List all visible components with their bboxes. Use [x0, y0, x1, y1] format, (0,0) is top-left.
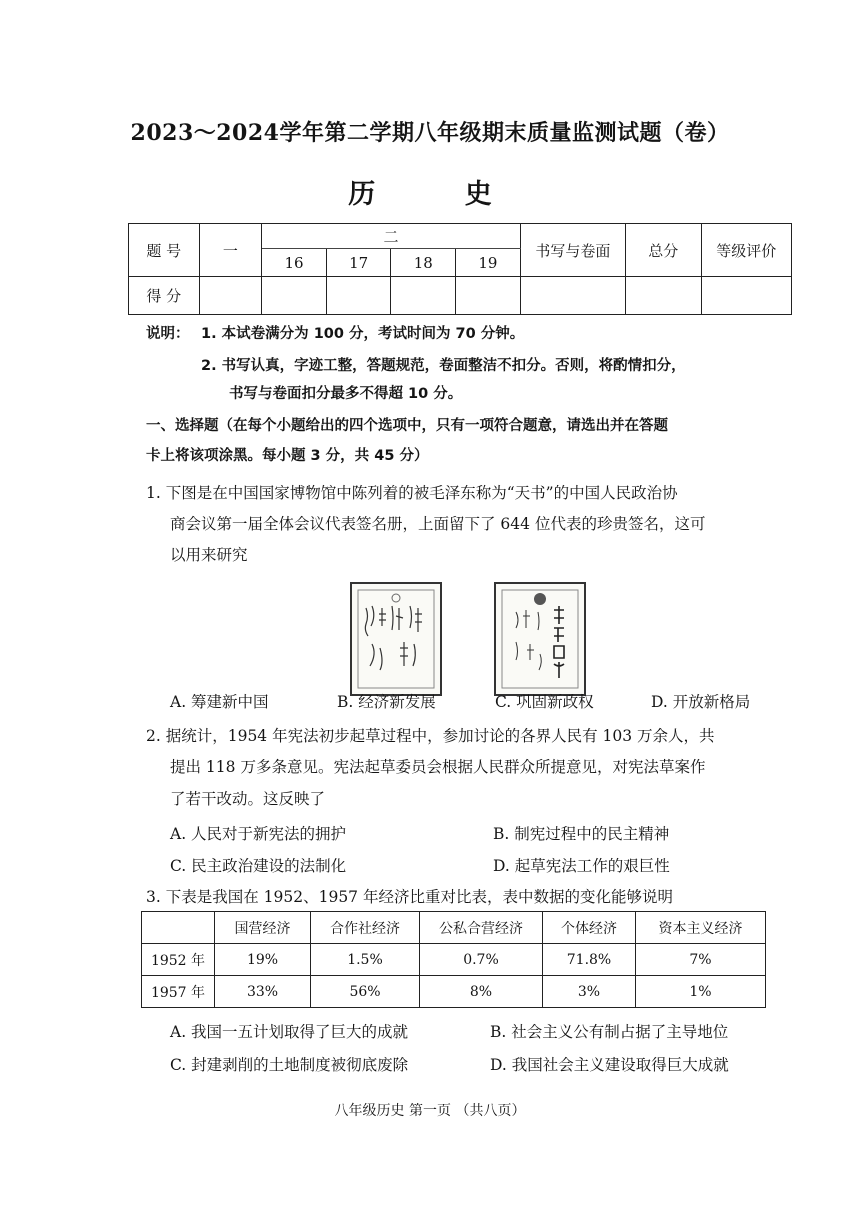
score-table: [128, 223, 792, 315]
score-cell[interactable]: [701, 277, 791, 315]
instruction-item-1: 1. 本试卷满分为 100 分，考试时间为 70 分钟。: [201, 326, 525, 342]
page-footer: 八年级历史 第一页 （共八页）: [334, 1103, 526, 1119]
q2-option-a[interactable]: A. 人民对于新宪法的拥护: [170, 825, 347, 843]
score-cell[interactable]: [262, 277, 327, 315]
q2-stem-line2: 提出 118 万多条意见。宪法起草委员会根据人民群众所提意见，对宪法草案作: [170, 758, 706, 776]
table-cell: 3%: [543, 976, 636, 1008]
table-cell: 1952 年: [142, 944, 215, 976]
table-header-cell: 个体经济: [543, 912, 636, 944]
table-header-cell: 国营经济: [215, 912, 311, 944]
table-cell: 71.8%: [543, 944, 636, 976]
score-cell[interactable]: [326, 277, 391, 315]
table-cell: 56%: [311, 976, 420, 1008]
q1-option-d[interactable]: D. 开放新格局: [651, 693, 751, 711]
score-row-label: 得 分: [129, 277, 200, 315]
q1-option-b[interactable]: B. 经济新发展: [337, 693, 436, 711]
score-cell[interactable]: [456, 277, 521, 315]
q1-option-c[interactable]: C. 巩固新政权: [495, 693, 594, 711]
score-cell[interactable]: [520, 277, 625, 315]
handwriting-icon: [352, 584, 440, 694]
subject-title: 历 史: [348, 179, 532, 210]
handwriting-icon: [496, 584, 584, 694]
score-cell[interactable]: [626, 277, 702, 315]
table-cell: 8%: [420, 976, 543, 1008]
section-heading: 一、选择题（在每个小题给出的四个选项中，只有一项符合题意，请选出并在答题: [146, 418, 668, 434]
header-q17: 17: [326, 249, 391, 277]
header-part-two: 二: [262, 224, 521, 249]
header-total: 总分: [626, 224, 702, 277]
q3-stem: 3. 下表是我国在 1952、1957 年经济比重对比表，表中数据的变化能够说明: [146, 888, 673, 906]
header-q18: 18: [391, 249, 456, 277]
q3-option-c[interactable]: C. 封建剥削的土地制度被彻底废除: [170, 1056, 409, 1074]
section-heading-cont: 卡上将该项涂黑。每小题 3 分，共 45 分）: [146, 448, 429, 464]
table-header-cell: 公私合营经济: [420, 912, 543, 944]
header-grade: 等级评价: [701, 224, 791, 277]
table-cell: 1%: [636, 976, 766, 1008]
q3-option-a[interactable]: A. 我国一五计划取得了巨大的成就: [170, 1023, 409, 1041]
q2-option-d[interactable]: D. 起草宪法工作的艰巨性: [493, 857, 670, 875]
q1-stem-line1: 1. 下图是在中国国家博物馆中陈列着的被毛泽东称为“天书”的中国人民政治协: [146, 484, 678, 502]
economy-table: [141, 911, 766, 1008]
q3-option-b[interactable]: B. 社会主义公有制占据了主导地位: [490, 1023, 729, 1041]
instructions-label: 说明：: [146, 326, 190, 342]
table-cell: 0.7%: [420, 944, 543, 976]
table-cell: 33%: [215, 976, 311, 1008]
header-part-one: 一: [199, 224, 262, 277]
header-writing: 书写与卷面: [520, 224, 625, 277]
score-cell[interactable]: [391, 277, 456, 315]
table-cell: 7%: [636, 944, 766, 976]
exam-title: 2023～2024学年第二学期八年级期末质量监测试题（卷）: [130, 120, 730, 146]
instruction-item-2: 2. 书写认真，字迹工整，答题规范，卷面整洁不扣分。否则，将酌情扣分，: [201, 358, 686, 374]
header-q16: 16: [262, 249, 327, 277]
table-row: [142, 976, 766, 1008]
header-question-number: 题 号: [129, 224, 200, 277]
table-header-cell: [142, 912, 215, 944]
table-cell: 1957 年: [142, 976, 215, 1008]
q1-stem-line2: 商会议第一届全体会议代表签名册，上面留下了 644 位代表的珍贵签名，这可: [170, 515, 706, 533]
score-cell[interactable]: [199, 277, 262, 315]
signature-book-image-left: [350, 582, 442, 696]
table-cell: 1.5%: [311, 944, 420, 976]
q1-stem-line3: 以用来研究: [170, 546, 248, 564]
header-q19: 19: [456, 249, 521, 277]
q2-option-b[interactable]: B. 制宪过程中的民主精神: [493, 825, 670, 843]
table-header-cell: 资本主义经济: [636, 912, 766, 944]
q3-option-d[interactable]: D. 我国社会主义建设取得巨大成就: [490, 1056, 729, 1074]
q2-stem-line3: 了若干改动。这反映了: [170, 790, 326, 808]
q2-stem-line1: 2. 据统计，1954 年宪法初步起草过程中，参加讨论的各界人民有 103 万余人，共: [146, 727, 715, 745]
table-row: [142, 944, 766, 976]
signature-book-image-right: [494, 582, 586, 696]
instruction-item-2-cont: 书写与卷面扣分最多不得超 10 分。: [229, 386, 463, 402]
table-header-cell: 合作社经济: [311, 912, 420, 944]
table-cell: 19%: [215, 944, 311, 976]
q2-option-c[interactable]: C. 民主政治建设的法制化: [170, 857, 347, 875]
q1-option-a[interactable]: A. 筹建新中国: [170, 693, 269, 711]
